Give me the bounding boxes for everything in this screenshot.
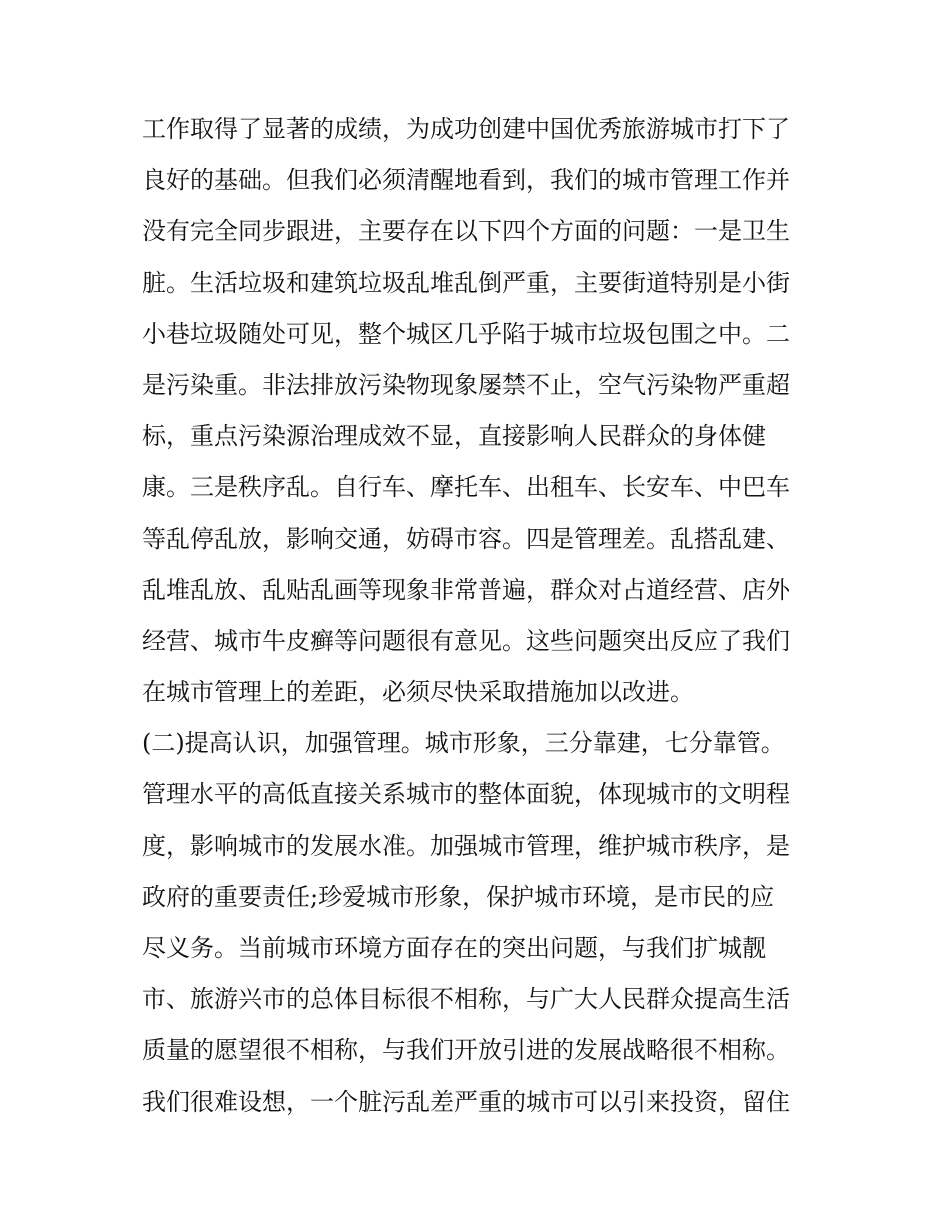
text-line: 良好的基础。但我们必须清醒地看到，我们的城市管理工作并 [142, 166, 790, 195]
text-line: 管理水平的高低直接关系城市的整体面貌，体现城市的文明程 [142, 780, 790, 809]
text-line: 标，重点污染源治理成效不显，直接影响人民群众的身体健 [142, 422, 766, 451]
text-line: 我们很难设想，一个脏污乱差严重的城市可以引来投资，留住 [142, 1087, 790, 1116]
text-line: 在城市管理上的差距，必须尽快采取措施加以改进。 [142, 678, 694, 707]
text-line: 等乱停乱放，影响交通，妨碍市容。四是管理差。乱搭乱建、 [142, 524, 790, 553]
text-line: 小巷垃圾随处可见，整个城区几乎陷于城市垃圾包围之中。二 [142, 319, 790, 348]
text-line: 市、旅游兴市的总体目标很不相称，与广大人民群众提高生活 [142, 985, 790, 1014]
section-heading-line: (二)提高认识，加强管理。城市形象，三分靠建，七分靠管。 [142, 729, 785, 758]
text-line: 康。三是秩序乱。自行车、摩托车、出租车、长安车、中巴车 [142, 473, 790, 502]
text-line: 质量的愿望很不相称，与我们开放引进的发展战略很不相称。 [142, 1036, 790, 1065]
text-line: 没有完全同步跟进，主要存在以下四个方面的问题：一是卫生 [142, 217, 790, 246]
text-line: 乱堆乱放、乱贴乱画等现象非常普遍，群众对占道经营、店外 [142, 575, 790, 604]
text-line: 尽义务。当前城市环境方面存在的突出问题，与我们扩城靓 [142, 934, 766, 962]
text-line: 经营、城市牛皮癣等问题很有意见。这些问题突出反应了我们 [142, 626, 790, 655]
text-line: 是污染重。非法排放污染物现象屡禁不止，空气污染物严重超 [142, 370, 790, 399]
text-line: 工作取得了显著的成绩，为成功创建中国优秀旅游城市打下了 [142, 115, 790, 143]
text-line: 脏。生活垃圾和建筑垃圾乱堆乱倒严重，主要街道特别是小街 [142, 268, 790, 297]
text-line: 度，影响城市的发展水准。加强城市管理，维护城市秩序，是 [142, 831, 790, 860]
body-text [142, 104, 822, 1128]
text-line: 政府的重要责任;珍爱城市形象，保护城市环境，是市民的应 [142, 882, 775, 911]
